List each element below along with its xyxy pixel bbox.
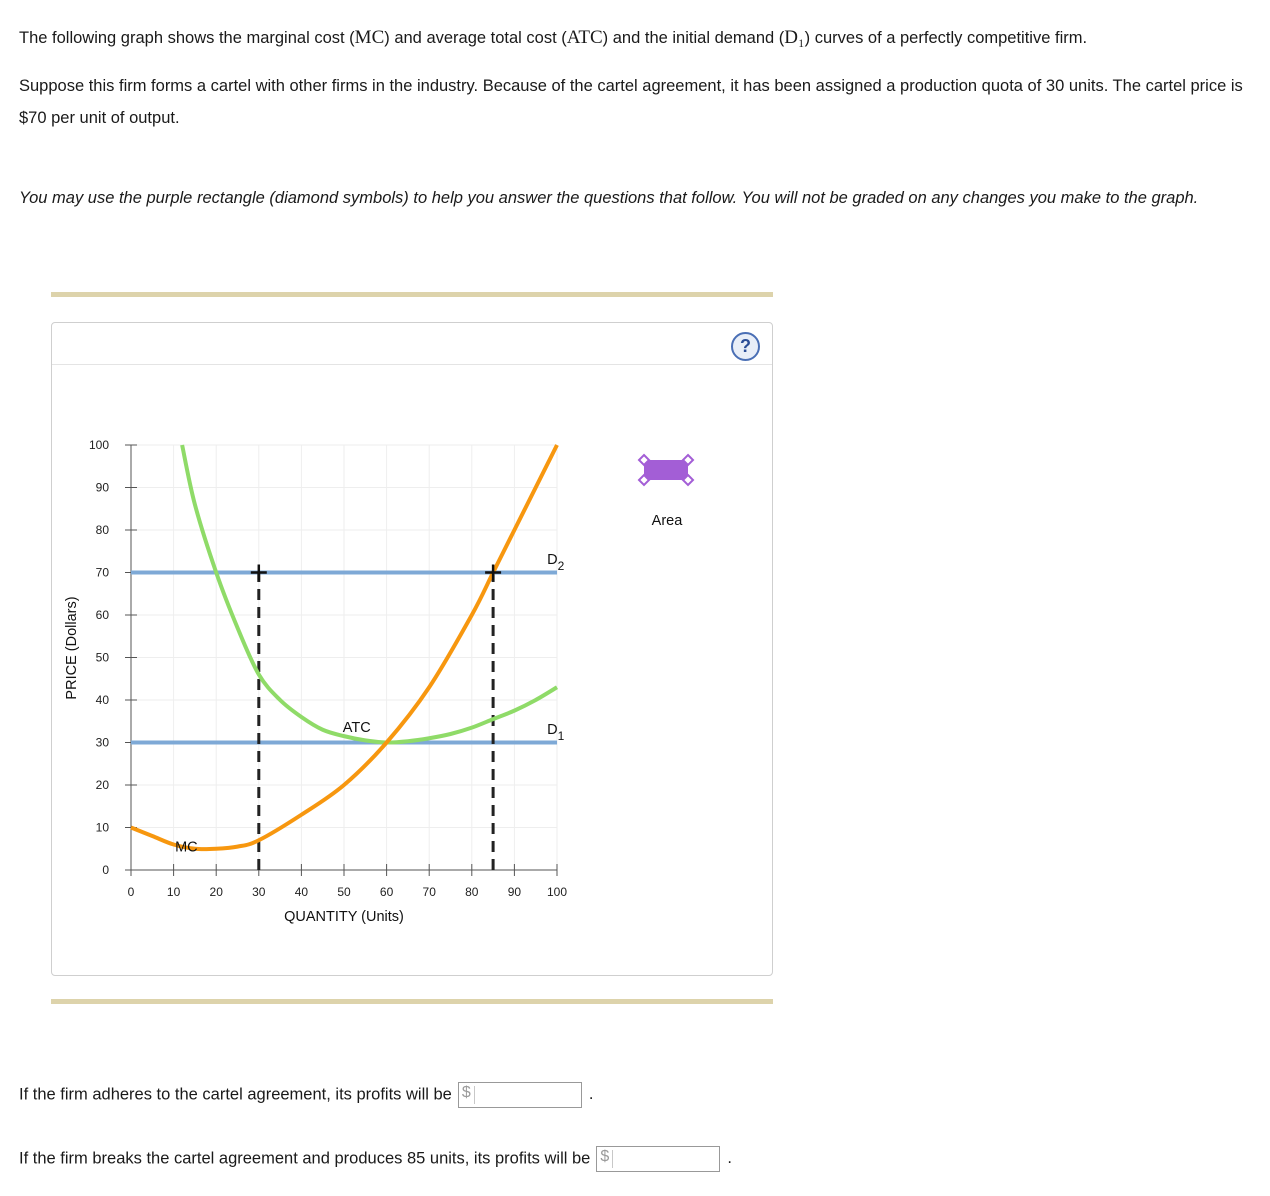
intro-sentence-2: Suppose this firm forms a cartel with other firms in the industry. Because of the cartel agreement, it has been assigned a production quota of 30 units. The cartel price is $70 per unit of output.: [19, 77, 1243, 127]
y-tick-label: 30: [95, 735, 109, 750]
help-icon[interactable]: ?: [731, 332, 760, 361]
y-axis-title: PRICE (Dollars): [64, 596, 80, 700]
area-tool[interactable]: [639, 455, 693, 485]
x-tick-label: 20: [209, 885, 223, 899]
y-tick-label: 10: [95, 820, 109, 835]
y-tick-label: 80: [95, 523, 109, 537]
label-d2: $D_2$: [547, 552, 565, 573]
top-divider: [51, 292, 773, 297]
area-tool-rectangle[interactable]: [644, 460, 688, 480]
y-tick-label: 90: [95, 480, 109, 495]
answer-box-1[interactable]: [458, 1082, 582, 1108]
x-tick-label: 0: [127, 885, 135, 899]
y-tick-label: 100: [88, 438, 109, 452]
intersection-marker: [485, 565, 501, 581]
intro-sentence-1: The following graph shows the marginal cost (MC) and average total cost (ATC) and the initial demand (D₁) curves of a perfectly competitive firm.: [19, 27, 1088, 48]
currency-symbol: $: [600, 1148, 610, 1165]
question-1-period: .: [588, 1085, 594, 1104]
atc-symbol: ATC: [566, 27, 603, 48]
annotations: [175, 552, 565, 856]
profit-input-cheat[interactable]: [613, 1147, 719, 1171]
x-tick-label: 100: [546, 885, 568, 899]
question-1: [19, 1082, 593, 1108]
y-tick-label: 40: [95, 693, 109, 707]
y-tick-label: 50: [95, 650, 109, 665]
y-tick-labels: [89, 438, 109, 877]
label-mc: MC: [175, 839, 198, 856]
x-tick-label: 50: [337, 885, 351, 899]
question-2-text: If the firm breaks the cartel agreement and produces 85 units, its profits will be: [19, 1149, 591, 1168]
x-tick-label: 10: [166, 885, 181, 899]
currency-symbol: $: [461, 1084, 471, 1101]
atc-curve: [182, 445, 557, 743]
cost-curves-chart: [52, 323, 772, 975]
x-tick-label: 40: [294, 885, 309, 899]
instruction-note: You may use the purple rectangle (diamond symbols) to help you answer the questions that follow. You will not be graded on any changes you make to the graph.: [19, 189, 1199, 207]
question-1-text: If the firm adheres to the cartel agreement, its profits will be: [19, 1085, 452, 1104]
question-2-period: .: [727, 1149, 732, 1168]
profit-input-adhere[interactable]: [475, 1083, 581, 1107]
graph-panel: [51, 322, 773, 976]
mc-symbol: MC: [354, 27, 385, 48]
x-tick-label: 70: [422, 885, 436, 899]
intersection-marker: [251, 565, 267, 581]
y-tick-label: 20: [95, 778, 109, 792]
y-tick-label: 70: [95, 565, 109, 580]
x-axis-title: QUANTITY (Units): [284, 909, 404, 925]
d1-symbol: D₁: [784, 27, 805, 48]
x-tick-label: 60: [379, 885, 394, 899]
bottom-divider: [51, 999, 773, 1004]
x-tick-labels: [128, 885, 568, 899]
y-tick-label: 0: [102, 863, 109, 877]
x-tick-label: 90: [507, 885, 522, 899]
area-tool-label: Area: [651, 513, 683, 529]
label-atc: ATC: [342, 719, 371, 736]
question-2: [19, 1146, 732, 1172]
x-tick-label: 80: [465, 885, 479, 899]
label-d1: $D_1$: [547, 722, 565, 743]
x-tick-label: 30: [252, 885, 266, 899]
answer-box-2[interactable]: [596, 1146, 720, 1172]
y-tick-label: 60: [95, 608, 109, 622]
